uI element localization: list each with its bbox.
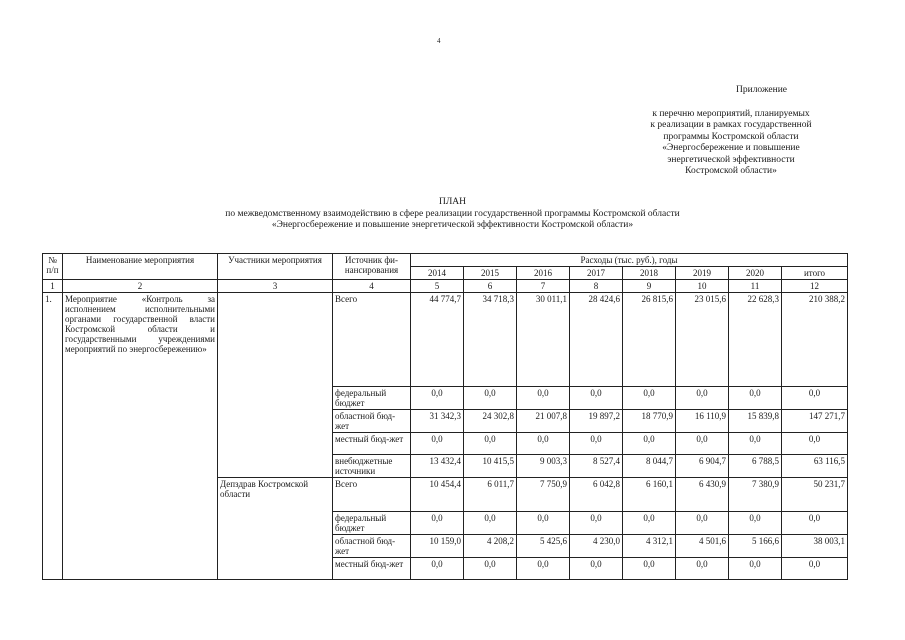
column-number: 4 [333,280,411,293]
source-cell: внебюджетные источники [333,455,411,478]
value-cell: 0,0 [517,512,570,535]
table-row [43,293,848,387]
value-cell: 28 424,6 [570,293,623,387]
value-cell: 0,0 [517,433,570,455]
value-cell: 7 380,9 [729,478,782,512]
total-cell: 210 388,2 [782,293,848,387]
column-number: 8 [570,280,623,293]
value-cell: 23 015,6 [676,293,729,387]
appendix-line: программы Костромской области [663,131,799,142]
value-cell: 6 011,7 [464,478,517,512]
header-participants: Участники мероприятия [218,254,333,280]
source-cell: областной бюд-жет [333,535,411,558]
column-number: 3 [218,280,333,293]
value-cell: 0,0 [411,512,464,535]
header-total: итого [782,267,848,280]
source-cell: местный бюд-жет [333,433,411,455]
value-cell: 26 815,6 [623,293,676,387]
value-cell: 0,0 [411,387,464,410]
value-cell: 6 160,1 [623,478,676,512]
header-year: 2016 [517,267,570,280]
header-year: 2018 [623,267,676,280]
value-cell: 0,0 [623,387,676,410]
appendix-block [600,85,825,178]
value-cell: 15 839,8 [729,410,782,433]
value-cell: 5 166,6 [729,535,782,558]
source-cell: федеральный бюджет [333,387,411,410]
value-cell: 0,0 [623,512,676,535]
value-cell: 6 788,5 [729,455,782,478]
value-cell: 21 007,8 [517,410,570,433]
value-cell: 4 230,0 [570,535,623,558]
source-cell: местный бюд-жет [333,558,411,580]
total-cell: 0,0 [782,558,848,580]
column-number: 11 [729,280,782,293]
value-cell: 0,0 [464,387,517,410]
total-cell: 50 231,7 [782,478,848,512]
value-cell: 0,0 [411,433,464,455]
total-cell: 0,0 [782,387,848,410]
value-cell: 0,0 [570,512,623,535]
value-cell: 0,0 [464,558,517,580]
value-cell: 0,0 [517,558,570,580]
column-number: 10 [676,280,729,293]
value-cell: 0,0 [676,512,729,535]
value-cell: 24 302,8 [464,410,517,433]
header-name: Наименование мероприятия [63,254,218,280]
value-cell: 8 044,7 [623,455,676,478]
value-cell: 6 042,8 [570,478,623,512]
value-cell: 6 430,9 [676,478,729,512]
plan-subtitle-1: по межведомственному взаимодействию в сфере реализации государственной программы Костромской области [225,208,680,219]
header-year: 2019 [676,267,729,280]
column-number: 2 [63,280,218,293]
value-cell: 10 415,5 [464,455,517,478]
value-cell: 13 432,4 [411,455,464,478]
value-cell: 0,0 [676,558,729,580]
value-cell: 0,0 [411,558,464,580]
total-cell: 38 003,1 [782,535,848,558]
value-cell: 4 501,6 [676,535,729,558]
value-cell: 44 774,7 [411,293,464,387]
participant-cell [218,293,333,478]
value-cell: 0,0 [729,387,782,410]
total-cell: 63 116,5 [782,455,848,478]
value-cell: 19 897,2 [570,410,623,433]
plan-title: ПЛАН [438,197,467,207]
participant-cell: Депздрав Костромской области [218,478,333,580]
total-cell: 0,0 [782,512,848,535]
header-source: Источник фи-нансирования [333,254,411,280]
plan-heading [0,197,905,232]
value-cell: 8 527,4 [570,455,623,478]
column-numbers-row [43,280,848,293]
value-cell: 6 904,7 [676,455,729,478]
value-cell: 0,0 [623,558,676,580]
plan-table [42,253,848,580]
value-cell: 30 011,1 [517,293,570,387]
value-cell: 16 110,9 [676,410,729,433]
appendix-line: «Энергосбережение и повышение [662,143,800,153]
header-year: 2014 [411,267,464,280]
value-cell: 34 718,3 [464,293,517,387]
plan-subtitle-2: «Энергосбережение и повышение энергетической эффективности Костромской области» [271,220,634,230]
source-cell: федеральный бюджет [333,512,411,535]
header-year: 2017 [570,267,623,280]
column-number: 12 [782,280,848,293]
value-cell: 4 208,2 [464,535,517,558]
value-cell: 0,0 [729,512,782,535]
value-cell: 9 003,3 [517,455,570,478]
source-cell: областной бюд-жет [333,410,411,433]
header-year: 2015 [464,267,517,280]
event-name: Мероприятие «Контроль за исполнением исполнительными органами государственной власти Костромской области и государственными учреждениями мероприятий по энергосбережению» [63,293,218,580]
column-number: 6 [464,280,517,293]
appendix-line: к реализации в рамках государственной [650,120,812,130]
header-expenses: Расходы (тыс. руб.), годы [411,254,848,267]
value-cell: 0,0 [676,387,729,410]
value-cell: 22 628,3 [729,293,782,387]
page-number: 4 [437,37,441,45]
column-number: 5 [411,280,464,293]
value-cell: 18 770,9 [623,410,676,433]
column-number: 9 [623,280,676,293]
header-num: № п/п [43,254,63,280]
value-cell: 7 750,9 [517,478,570,512]
source-cell: Всего [333,478,411,512]
column-number: 7 [517,280,570,293]
column-number: 1 [43,280,63,293]
value-cell: 31 342,3 [411,410,464,433]
appendix-title: Приложение [736,85,787,95]
appendix-line: энергетической эффективности [667,154,795,165]
source-cell: Всего [333,293,411,387]
value-cell: 0,0 [729,433,782,455]
value-cell: 0,0 [570,387,623,410]
value-cell: 0,0 [464,512,517,535]
header-year: 2020 [729,267,782,280]
value-cell: 5 425,6 [517,535,570,558]
value-cell: 10 454,4 [411,478,464,512]
value-cell: 0,0 [570,433,623,455]
value-cell: 0,0 [464,433,517,455]
value-cell: 0,0 [623,433,676,455]
appendix-line: Костромской области» [685,166,777,176]
total-cell: 0,0 [782,433,848,455]
value-cell: 4 312,1 [623,535,676,558]
appendix-body [600,109,821,178]
value-cell: 0,0 [729,558,782,580]
value-cell: 0,0 [570,558,623,580]
value-cell: 10 159,0 [411,535,464,558]
total-cell: 147 271,7 [782,410,848,433]
row-number: 1. [43,293,63,580]
appendix-line: к перечню мероприятий, планируемых [652,108,810,119]
value-cell: 0,0 [517,387,570,410]
value-cell: 0,0 [676,433,729,455]
